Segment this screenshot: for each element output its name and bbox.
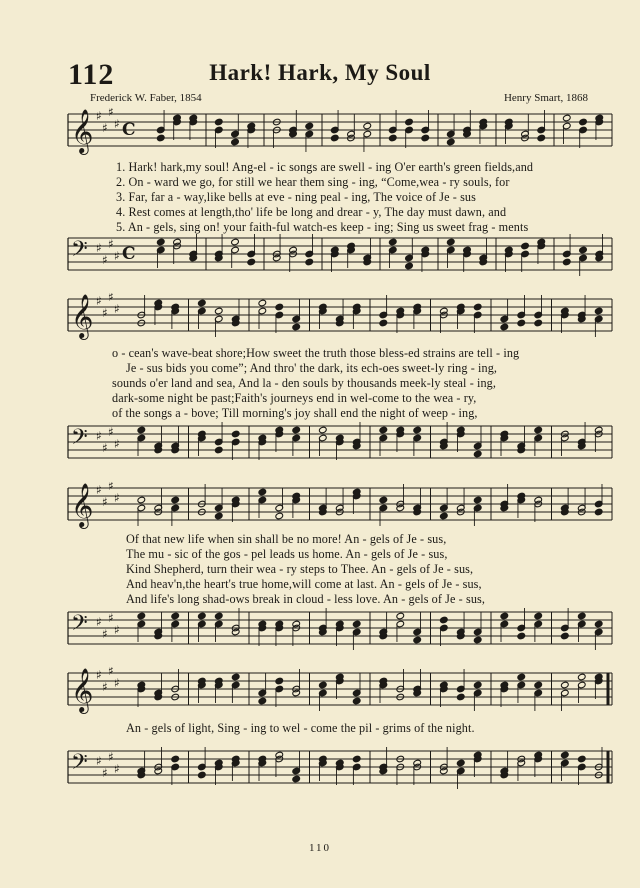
svg-text:C: C <box>122 120 136 140</box>
bass-clef-icon: 𝄢 <box>71 237 88 267</box>
treble-staff-system-3 <box>0 482 640 532</box>
verse-line: And heav'n,the heart's true home,will come at last. An - gels of Je - sus, <box>126 577 482 591</box>
svg-text:♯: ♯ <box>108 750 114 764</box>
svg-text:♯: ♯ <box>96 483 102 497</box>
bass-staff-system-2 <box>0 420 640 470</box>
svg-text:♯: ♯ <box>96 668 102 682</box>
verse-line: An - gels of light, Sing - ing to wel - come the pil - grims of the night. <box>126 721 475 735</box>
svg-text:♯: ♯ <box>114 302 120 316</box>
treble-clef-icon: 𝄞 <box>71 483 94 527</box>
staff-lines <box>68 108 612 155</box>
svg-text:♯: ♯ <box>102 495 108 509</box>
verse-line: 5. An - gels, sing on! your faith-ful watch-es keep - ing; Sing us sweet frag - ments <box>116 220 529 234</box>
staff-lines <box>68 608 612 650</box>
treble-staff-system-2 <box>0 293 640 343</box>
verse-line: And life's long shad-ows break in cloud - less love. An - gels of Je - sus, <box>126 592 486 606</box>
svg-text:♯: ♯ <box>108 611 114 625</box>
bass-clef-icon: 𝄢 <box>71 425 88 455</box>
svg-text:♯: ♯ <box>102 306 108 320</box>
bass-staff-system-3 <box>0 606 640 656</box>
svg-text:♯: ♯ <box>96 429 102 443</box>
treble-clef-icon: 𝄞 <box>71 109 94 153</box>
svg-text:♯: ♯ <box>96 294 102 308</box>
svg-text:♯: ♯ <box>114 762 120 776</box>
svg-text:♯: ♯ <box>102 680 108 694</box>
verse-line: Je - sus bids you come”; And thro' the dark, its ech-oes sweet-ly ring - ing, <box>126 361 498 375</box>
svg-text:♯: ♯ <box>96 241 102 255</box>
svg-text:C: C <box>122 244 136 264</box>
staff-lines <box>68 747 612 789</box>
verse-line: dark-some night be past;Faith's journeys end in wel-come to the wea - ry, <box>112 391 477 405</box>
treble-clef-icon: 𝄞 <box>71 294 94 338</box>
bass-clef-icon: 𝄢 <box>71 611 88 641</box>
verse-line: sounds o'er land and sea, And la - den souls by thousands meek-ly steal - ing, <box>112 376 497 390</box>
svg-text:♯: ♯ <box>114 676 120 690</box>
svg-text:♯: ♯ <box>108 293 114 304</box>
svg-text:♯: ♯ <box>102 121 108 135</box>
svg-text:♯: ♯ <box>114 437 120 451</box>
verse-line: 3. Far, far a - way,like bells at eve - ning peal - ing, The voice of Je - sus <box>116 190 476 204</box>
svg-text:♯: ♯ <box>96 615 102 629</box>
bass-clef-icon: 𝄢 <box>71 750 88 780</box>
page-number: 110 <box>308 842 332 854</box>
svg-text:♯: ♯ <box>108 108 114 119</box>
svg-text:♯: ♯ <box>96 754 102 768</box>
staff-lines <box>68 667 612 714</box>
hymn-title: Hark! Hark, My Soul <box>209 60 431 85</box>
hymn-number: 112 <box>68 58 115 91</box>
svg-text:♯: ♯ <box>102 766 108 780</box>
svg-text:♯: ♯ <box>102 441 108 455</box>
treble-staff-system-4 <box>0 667 640 717</box>
verse-line: The mu - sic of the gos - pel leads us home. An - gels of Je - sus, <box>126 547 448 561</box>
svg-text:♯: ♯ <box>108 667 114 678</box>
verse-line: 2. On - ward we go, for still we hear them sing - ing, “Come,wea - ry souls, for <box>116 175 510 189</box>
verse-line: of the songs a - bove; Till morning's joy shall end the night of weep - ing, <box>112 406 478 420</box>
svg-text:♯: ♯ <box>102 627 108 641</box>
verse-line: Of that new life when sin shall be no more! An - gels of Je - sus, <box>126 532 447 546</box>
staff-lines <box>68 293 612 340</box>
composer-credit: Henry Smart, 1868 <box>503 92 588 104</box>
svg-text:♯: ♯ <box>108 482 114 493</box>
svg-text:♯: ♯ <box>108 237 114 251</box>
treble-staff-system-1 <box>0 108 640 158</box>
svg-text:♯: ♯ <box>108 425 114 439</box>
staff-lines <box>68 422 612 460</box>
svg-text:♯: ♯ <box>114 623 120 637</box>
svg-text:♯: ♯ <box>114 491 120 505</box>
svg-text:♯: ♯ <box>96 109 102 123</box>
verse-line: Kind Shepherd, turn their wea - ry steps to Thee. An - gels of Je - sus, <box>126 562 474 576</box>
staff-lines <box>68 482 612 529</box>
author-credit: Frederick W. Faber, 1854 <box>90 92 202 104</box>
bass-staff-system-1 <box>0 232 640 282</box>
treble-clef-icon: 𝄞 <box>71 668 94 712</box>
staff-lines <box>68 234 612 276</box>
verse-line: 1. Hark! hark,my soul! Ang-el - ic songs are swell - ing O'er earth's green fields,and <box>116 160 534 174</box>
svg-text:♯: ♯ <box>114 249 120 263</box>
svg-text:♯: ♯ <box>102 253 108 267</box>
bass-staff-system-4 <box>0 745 640 795</box>
svg-text:♯: ♯ <box>114 117 120 131</box>
verse-line: o - cean's wave-beat shore;How sweet the truth those bless-ed strains are tell - ing <box>112 346 520 360</box>
verse-line: 4. Rest comes at length,tho' life be long and drear - y, The day must dawn, and <box>116 205 507 219</box>
